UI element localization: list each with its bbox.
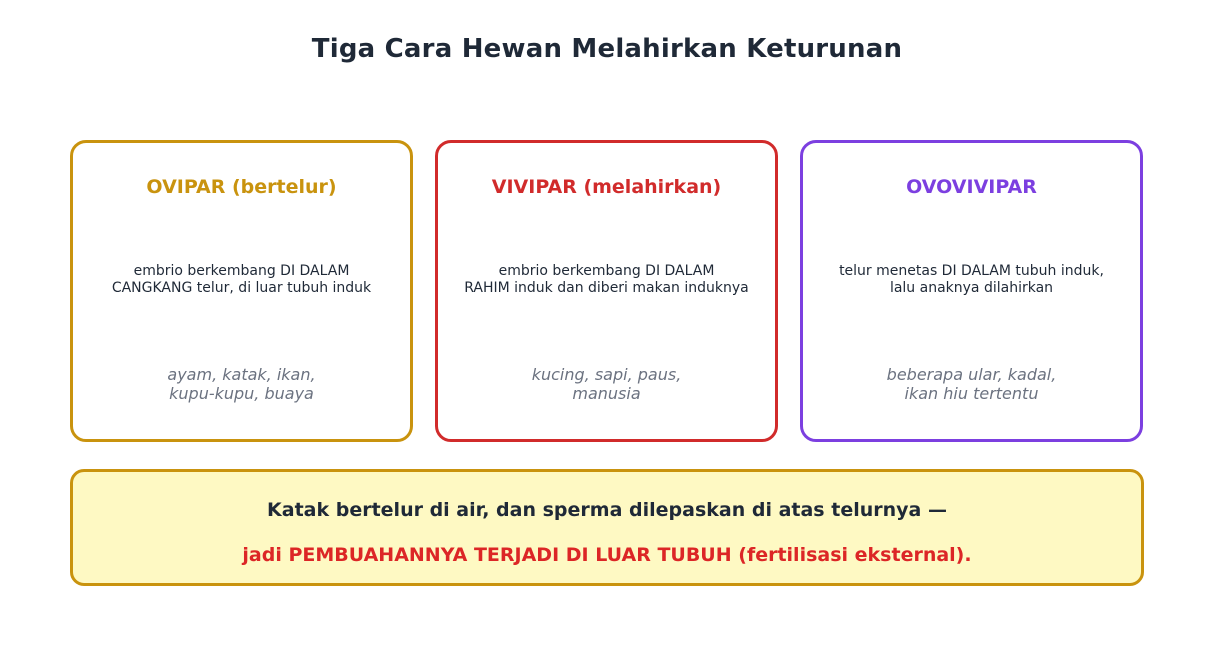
- card-description-line: RAHIM induk dan diberi makan induknya: [464, 280, 749, 296]
- card-ovipar: [70, 140, 413, 442]
- diagram-title: Tiga Cara Hewan Melahirkan Keturunan: [311, 34, 903, 64]
- card-ovovivipar: [800, 140, 1143, 442]
- card-examples: [438, 365, 775, 403]
- card-example-line: kupu-kupu, buaya: [169, 384, 314, 403]
- card-description-line: telur menetas DI DALAM tubuh induk,: [839, 263, 1104, 279]
- card-example-line: ikan hiu tertentu: [904, 384, 1039, 403]
- note-text: Katak bertelur di air, dan sperma dilepaskan di atas telurnya —: [267, 499, 947, 521]
- card-vivipar: [435, 140, 778, 442]
- card-description-line: lalu anaknya dilahirkan: [889, 280, 1054, 296]
- card-heading: VIVIPAR (melahirkan): [491, 176, 722, 198]
- card-heading: OVIPAR (bertelur): [146, 176, 337, 198]
- card-description-line: CANGKANG telur, di luar tubuh induk: [111, 280, 372, 296]
- card-examples: [73, 365, 410, 403]
- card-examples: [803, 365, 1140, 403]
- card-example-line: manusia: [572, 384, 641, 403]
- card-example-line: ayam, katak, ikan,: [167, 365, 316, 384]
- card-description-line: embrio berkembang DI DALAM: [133, 263, 350, 279]
- card-description: [803, 263, 1140, 297]
- card-description-line: embrio berkembang DI DALAM: [498, 263, 715, 279]
- note-box: [70, 469, 1144, 586]
- note-conclusion: jadi PEMBUAHANNYA TERJADI DI LUAR TUBUH (fertilisasi eksternal).: [242, 544, 972, 566]
- card-example-line: kucing, sapi, paus,: [531, 365, 682, 384]
- card-description: [73, 263, 410, 297]
- card-example-line: beberapa ular, kadal,: [886, 365, 1057, 384]
- card-description: [438, 263, 775, 297]
- card-heading: OVOVIVIPAR: [906, 176, 1037, 198]
